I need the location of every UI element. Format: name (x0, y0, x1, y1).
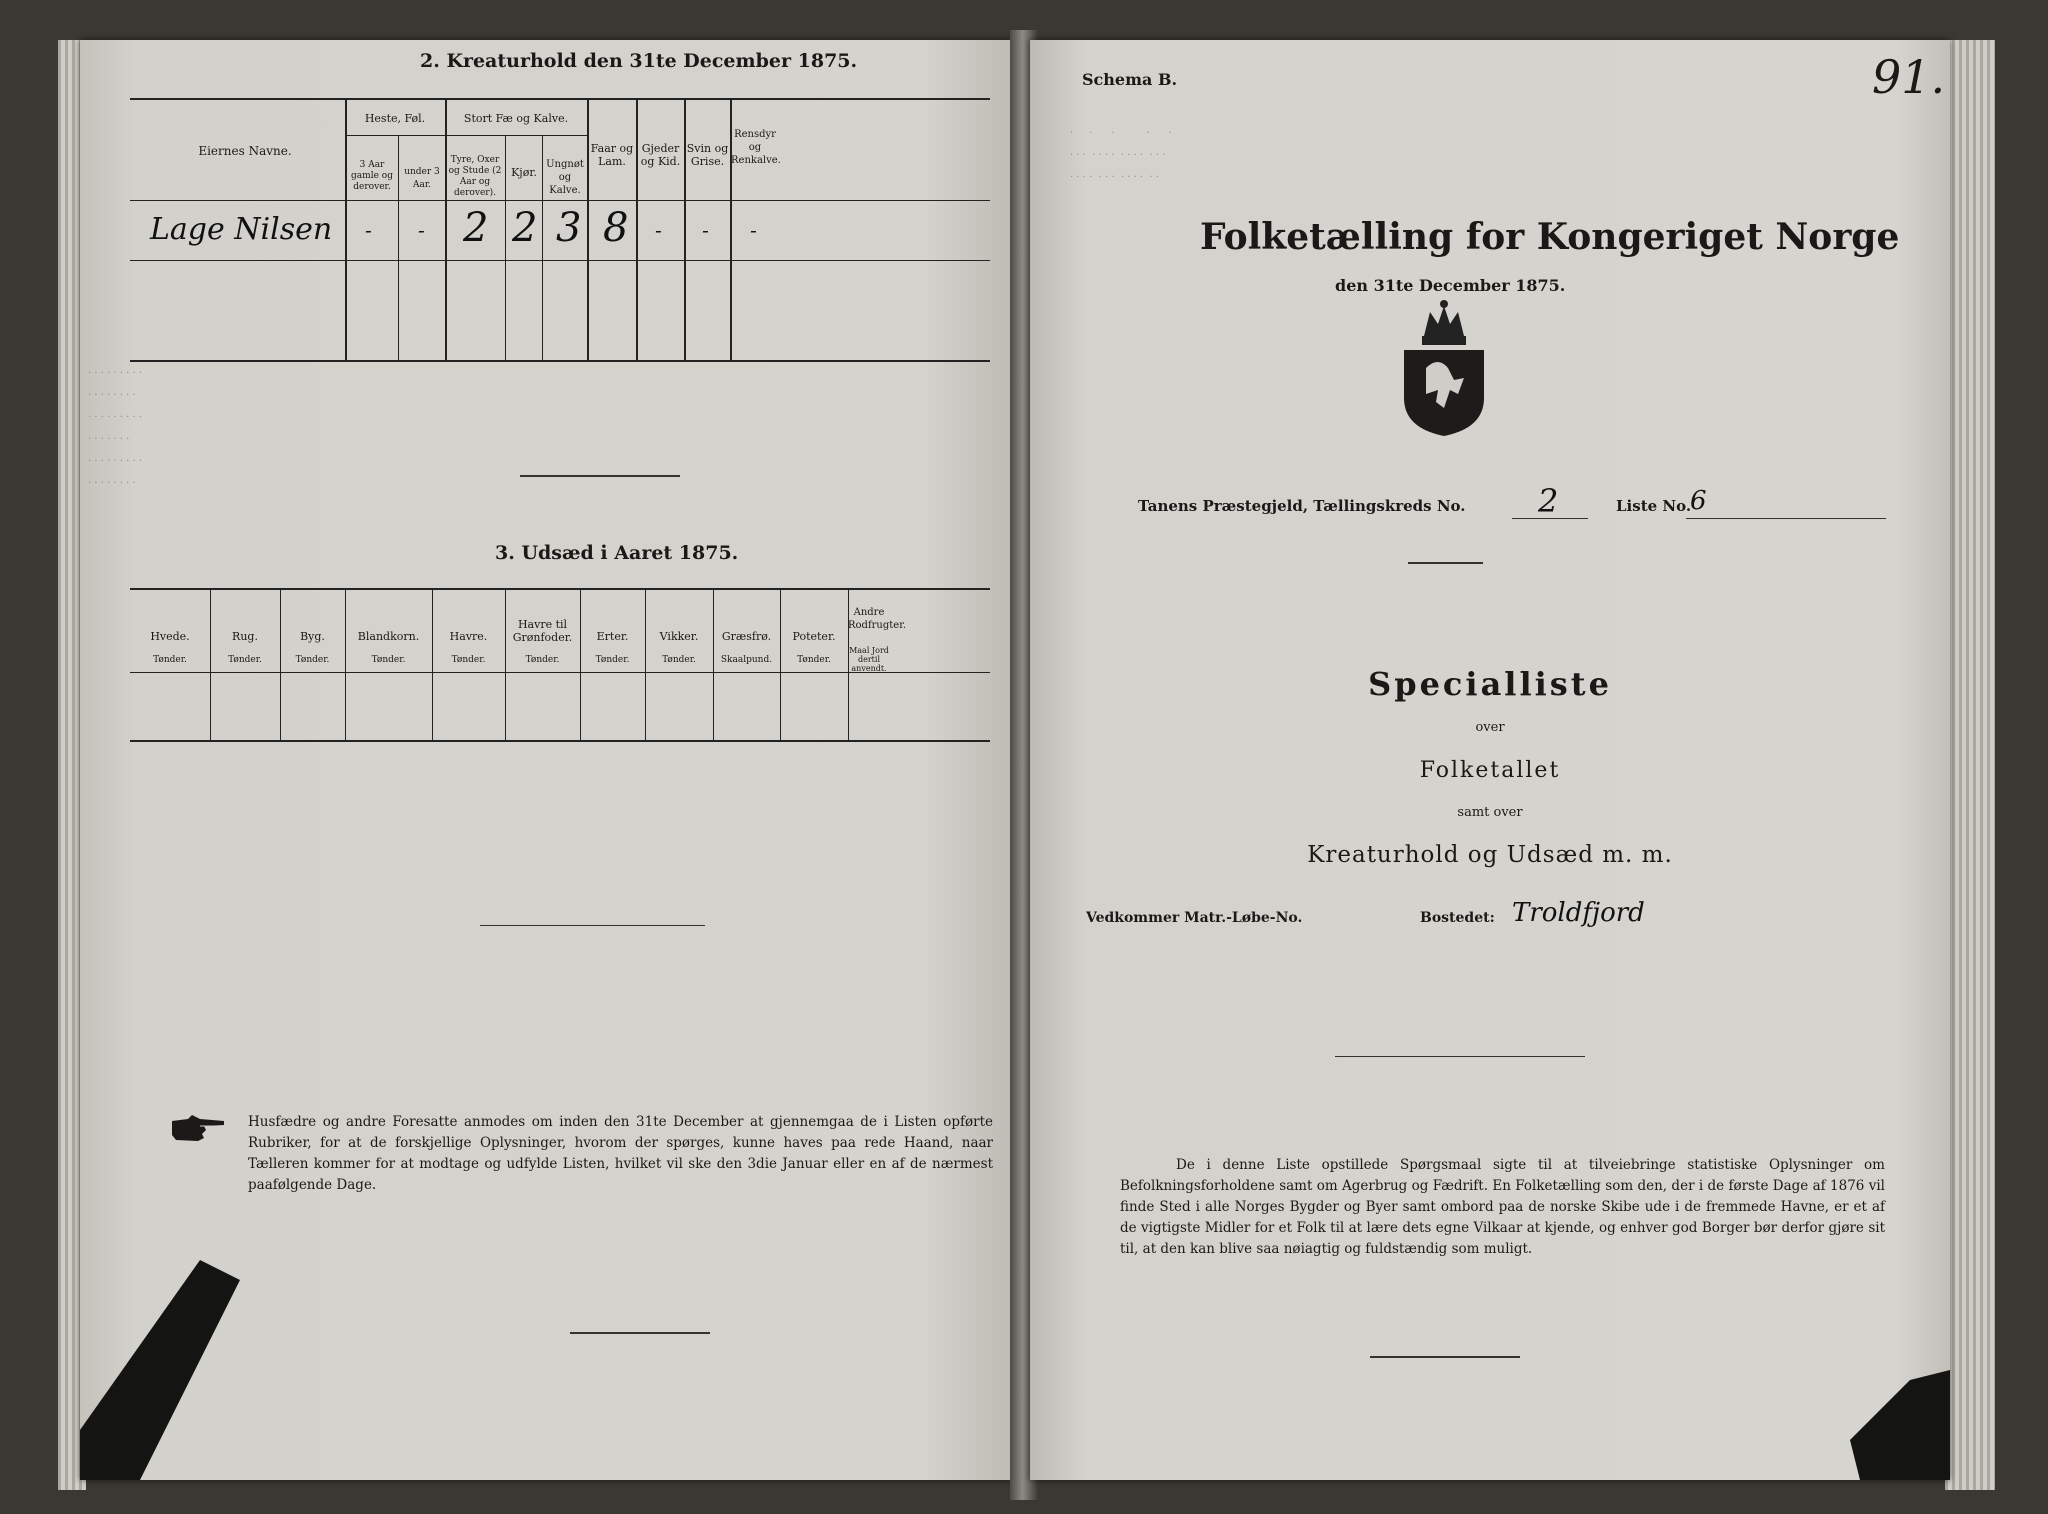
owner-name-handwritten: Lage Nilsen (150, 212, 333, 247)
schema-label: Schema B. (1082, 70, 1178, 89)
samt-over-label: samt over (1457, 805, 1523, 820)
seed-unit-2: Tønder. (228, 655, 262, 665)
col-divider (636, 98, 638, 360)
cell-heste-under3: - (418, 218, 425, 242)
date-line: den 31te December 1875. (1335, 276, 1566, 295)
seed-header-11: Andre Rodfrugter. (848, 607, 907, 631)
seed-unit-3: Tønder. (295, 655, 330, 665)
seed-header-8: Vikker. (659, 630, 699, 643)
separator-rule (1408, 562, 1483, 564)
cell-faar: 8 (603, 205, 629, 251)
separator-rule (1335, 1056, 1585, 1057)
norwegian-coat-of-arms-icon (1396, 298, 1492, 438)
seed-header-1: Hvede. (150, 630, 190, 643)
heste-under3-header: under 3 Aar. (404, 167, 440, 190)
kreds-no-handwritten: 2 (1538, 482, 1559, 520)
table-bottom-rule (130, 360, 990, 362)
col-divider (345, 98, 347, 360)
page-clip-shadow (80, 1260, 250, 1480)
heste-3aar-header: 3 Aar gamle og derover. (351, 160, 393, 192)
seed-header-10: Poteter. (792, 630, 836, 643)
specialliste-title: Specialliste (1368, 665, 1612, 703)
separator-rule (570, 1332, 710, 1334)
bleed-through-text: . . . . . . . . . . . . . . . . . . . . . . . . . . . . . . . . (1070, 125, 1172, 180)
cell-tyre: 2 (463, 205, 489, 251)
rensdyr-header: Rensdyr og Renkalve. (731, 129, 781, 166)
bostedet-value-handwritten: Troldfjord (1512, 898, 1645, 928)
seed-unit-5: Tønder. (451, 655, 486, 665)
seed-table-top-rule (130, 588, 990, 590)
cell-ungnot: 3 (556, 205, 582, 251)
right-page (1030, 40, 1950, 1480)
seed-header-7: Erter. (596, 630, 629, 643)
right-page-edges (1945, 40, 1995, 1490)
faar-header: Faar og Lam. (590, 142, 634, 168)
seed-table-bottom-rule (130, 740, 990, 742)
page-clip-shadow (1830, 1370, 1950, 1480)
group-rule (345, 135, 587, 136)
separator-rule (520, 475, 680, 477)
cell-kjor: 2 (512, 205, 538, 251)
cell-gjeder: - (655, 218, 662, 242)
bottom-paragraph: De i denne Liste opstillede Spørgsmaal sigte til at tilveiebringe statistiske Oplysninger om Befolkningsforholdene samt om Agerbrug og Fædrift. En Folketælling som den, der i de første Dage af 1876 vil finde Sted i alle Norges Bygder og Byer samt ombord paa de norske Skibe ude i de fremmede Havne, er et af de vigtigste Midler for et Folk til at lære dets egne Vilkaar at kjende, og enhver god Borger bør derfor gjøre sit til, at den kan blive saa nøiagtig og fuldstændig som muligt. (1120, 1157, 1885, 1257)
heste-header: Heste, Føl. (364, 112, 426, 125)
over-label: over (1475, 720, 1505, 735)
stortfae-header: Stort Fæ og Kalve. (463, 112, 569, 125)
section3-title: 3. Udsæd i Aaret 1875. (495, 542, 739, 564)
table-top-rule (130, 98, 990, 100)
liste-label: Liste No. (1616, 497, 1692, 515)
seed-header-4: Blandkorn. (357, 630, 420, 643)
prestegjeld-label: Tanens Præstegjeld, Tællingskreds No. (1138, 497, 1466, 515)
matr-label: Vedkommer Matr.-Løbe-No. (1086, 910, 1303, 926)
seed-unit-6: Tønder. (525, 655, 560, 665)
cell-rensdyr: - (750, 218, 757, 242)
notice-paragraph: Husfædre og andre Foresatte anmodes om inden den 31te December at gjennemgaa de i Listen opførte Rubriker, for at de forskjellige Oplysninger, hvorom der spørges, kunne haves paa rede Haand, naar Tælleren kommer for at modtage og udfylde Listen, hvilket vil ske den 3die Januar eller en af de nærmest paafølgende Dage. (248, 1114, 993, 1193)
kjor-header: Kjør. (511, 166, 537, 179)
section2-title: 2. Kreaturhold den 31te December 1875. (420, 50, 858, 72)
liste-underline (1686, 518, 1886, 519)
seed-header-2: Rug. (232, 630, 258, 643)
svin-header: Svin og Grise. (686, 142, 729, 168)
bleed-through-text: . . . . . . . . . . . . . . . . . . . . . . . . . . . . . . . . . . . . . . . . . . . . . . . . . . (88, 365, 143, 486)
seed-header-5: Havre. (449, 630, 488, 643)
col-divider (587, 98, 589, 360)
owner-header: Eiernes Navne. (198, 144, 292, 158)
pointing-hand-icon (170, 1113, 228, 1143)
seed-unit-4: Tønder. (371, 655, 406, 665)
cell-heste-3aar: - (365, 218, 372, 242)
seed-header-3: Byg. (300, 630, 325, 643)
separator-rule (1370, 1356, 1520, 1358)
left-page (80, 40, 1015, 1480)
liste-no-handwritten: 6 (1690, 486, 1707, 516)
gjeder-header: Gjeder og Kid. (640, 142, 681, 168)
seed-unit-8: Tønder. (662, 655, 696, 665)
seed-unit-1: Tønder. (153, 655, 187, 665)
seed-header-9: Græsfrø. (721, 630, 772, 643)
cell-svin: - (702, 218, 709, 242)
seed-unit-7: Tønder. (595, 655, 630, 665)
separator-rule (480, 925, 705, 926)
folketallet-label: Folketallet (1419, 758, 1561, 783)
seed-unit-9: Skaalpund. (720, 655, 773, 665)
col-divider (445, 98, 447, 360)
seed-header-6: Havre til Grønfoder. (512, 618, 573, 644)
kreaturhold-label: Kreaturhold og Udsæd m. m. (1307, 842, 1673, 868)
col-divider (684, 98, 686, 360)
page-number-handwritten: 91. (1872, 50, 1946, 104)
tyre-header: Tyre, Oxer og Stude (2 Aar og derover). (448, 155, 502, 198)
seed-unit-10: Tønder. (797, 655, 831, 665)
table-row-rule (130, 260, 990, 261)
main-title: Folketælling for Kongeriget Norge (1200, 216, 1900, 258)
table-header-rule (130, 200, 990, 201)
ungnot-header: Ungnøt og Kalve. (546, 159, 584, 196)
seed-unit-11: Maal Jord dertil anvendt. (849, 646, 889, 673)
bostedet-label: Bostedet: (1420, 910, 1495, 926)
